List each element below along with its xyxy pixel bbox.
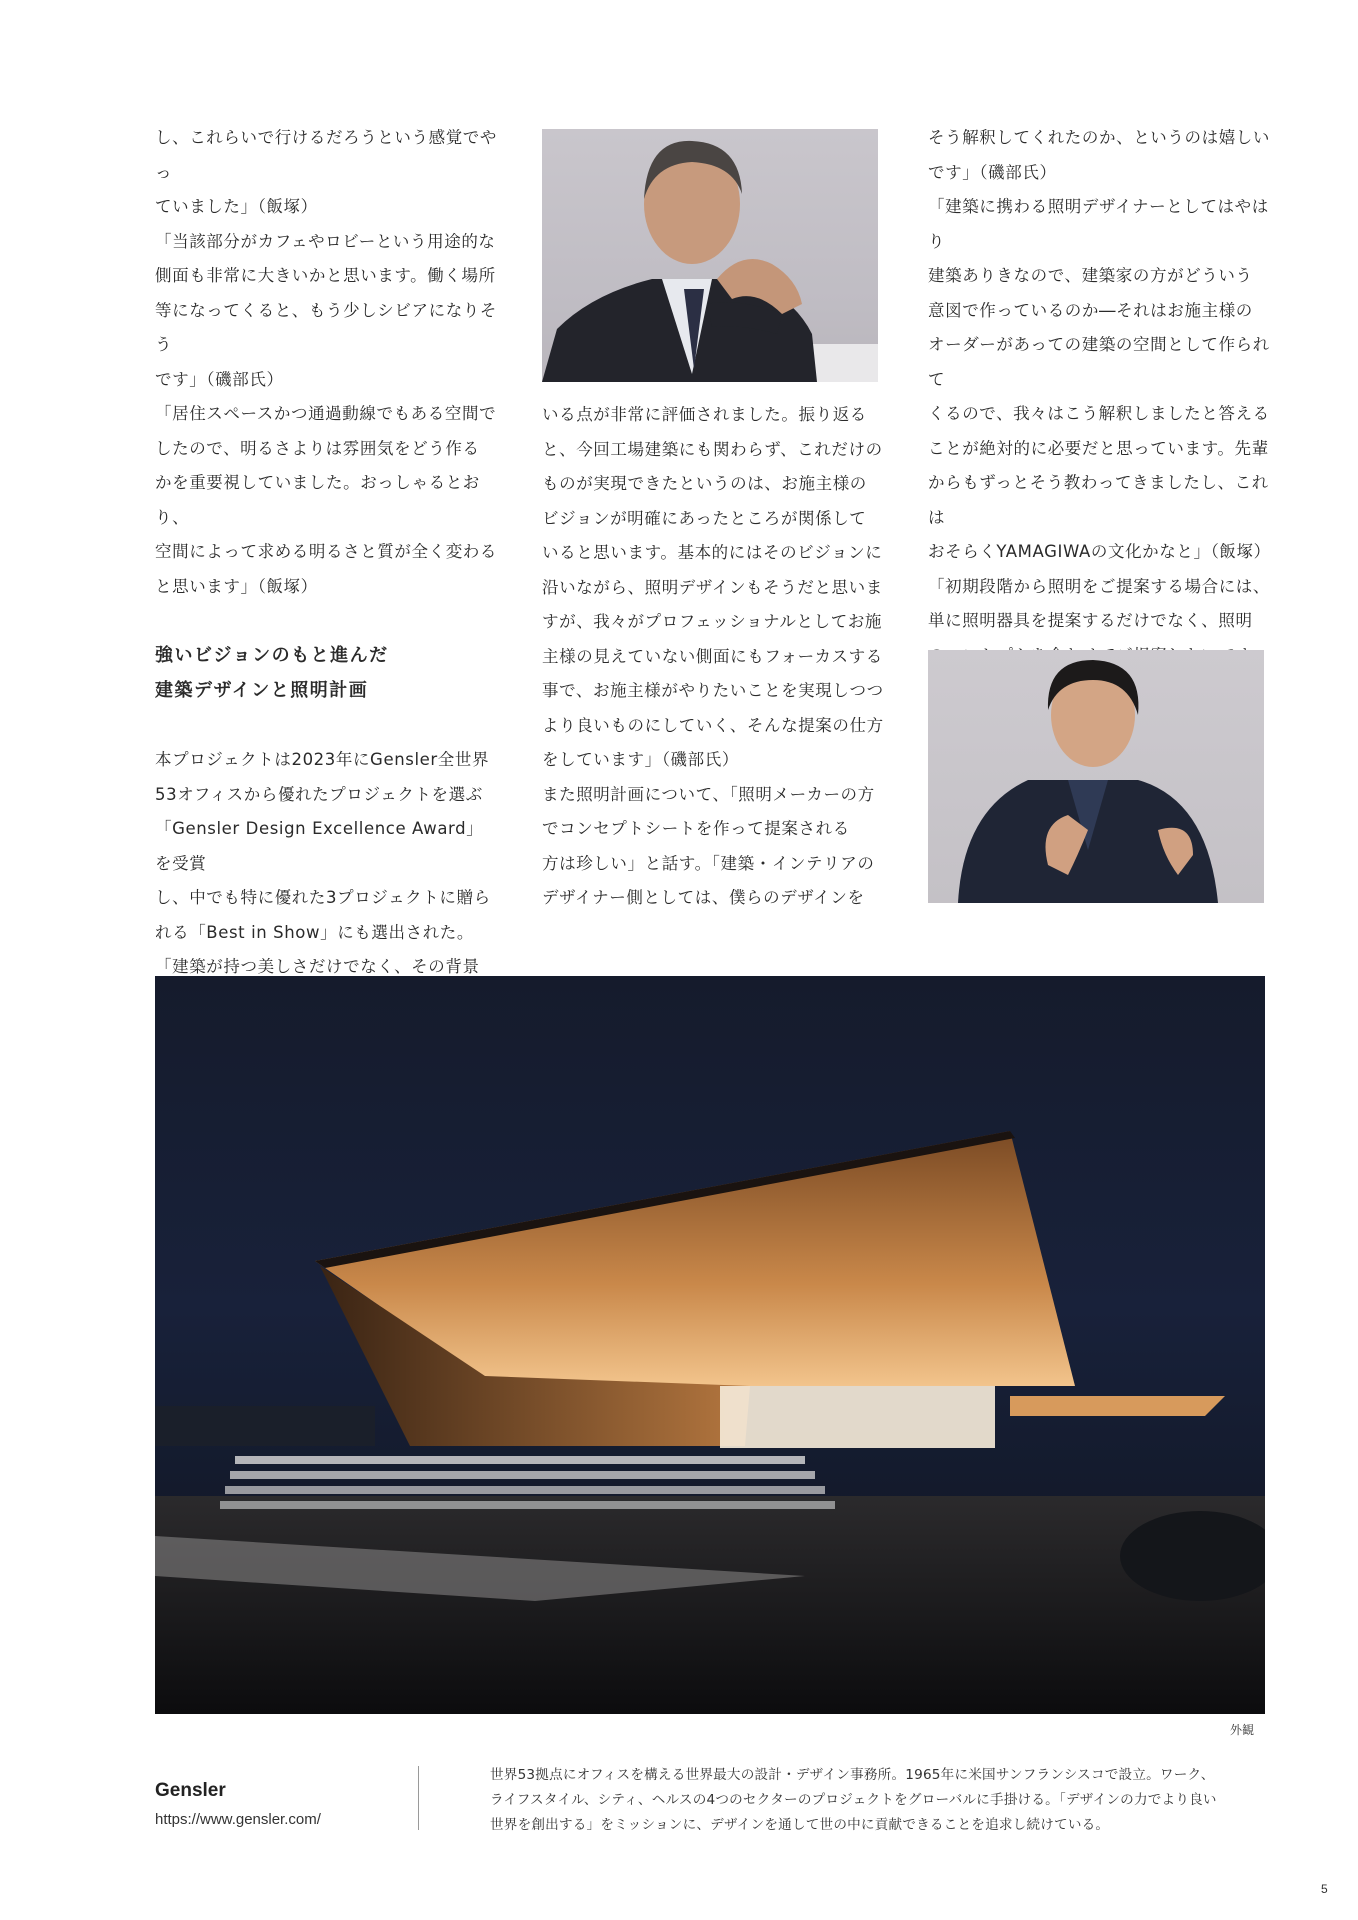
paragraph: 「初期段階から照明をご提案する場合には、 単に照明器具を提案するだけでなく、照明 — [928, 576, 1270, 630]
paragraph: また照明計画について、「照明メーカーの方 でコンセプトシートを作って提案される 方は珍しい」と話す。「建築・インテリアの デザイナー側としては、僕らのデザインを — [542, 784, 875, 907]
page-number: 5 — [1321, 1882, 1328, 1896]
paragraph: 「建築に携わる照明デザイナーとしてはやはり 建築ありきなので、建築家の方がどういう 意図で作っているのか―それはお施主様の オーダーがあっての建築の空間として作られて くるので、我々はこう解釈しましたと答える ことが絶対的に必要だと思っています。先輩 からもずっとそう教わってきましたし、これは おそらくYAMAGIWAの文化かなと」（飯塚） — [928, 197, 1271, 561]
photo-caption: 外観 — [1230, 1723, 1255, 1737]
company-url-link[interactable]: https://www.gensler.com/ — [155, 1811, 321, 1828]
section-heading: 強いビジョンのもと進んだ 建築デザインと照明計画 — [155, 645, 389, 701]
paragraph: 本プロジェクトは2023年にGensler全世界 53オフィスから優れたプロジェクトを選ぶ 「Gensler Design Excellence Award」を受賞 し、中でも特に優れた3プロジェクトに贈ら れる「Best in Show」にも選出された。 — [155, 750, 491, 942]
paragraph: 「居住スペースかつ通過動線でもある空間で したので、明るさよりは雰囲気をどう作る かを重要視していました。おっしゃるとおり、 空間によって求める明るさと質が全く変わる と思います」（飯塚） — [155, 404, 497, 596]
text-column-2 — [542, 398, 887, 916]
text-column-1 — [155, 121, 500, 1054]
company-description: 世界53拠点にオフィスを構える世界最大の設計・デザイン事務所。1965年に米国サンフランシスコで設立。ワーク、 ライフスタイル、シティ、ヘルスの4つのセクターのプロジェクトをグローバルに手掛ける。「デザインの力でより良い 世界を創出する」をミッションに、デザインを通して世の中に貢献できることを追求し続けている。 — [490, 1767, 1217, 1833]
building-exterior-photo — [155, 976, 1265, 1714]
paragraph: 「当該部分がカフェやロビーという用途的な 側面も非常に大きいかと思います。働く場所 等になってくると、もう少しシビアになりそう です」（磯部氏） — [155, 231, 497, 389]
portrait-photo-iizuka — [542, 129, 878, 382]
portrait-photo-chiba — [928, 650, 1264, 903]
vertical-divider — [418, 1766, 419, 1830]
paragraph: そう解釈してくれたのか、というのは嬉しい です」（磯部氏） — [928, 128, 1270, 182]
paragraph: 「建築が持つ美しさだけでなく、その背景 — [155, 957, 480, 976]
paragraph: し、これらいで行けるだろうという感覚でやっ ていました」（飯塚） — [155, 128, 497, 216]
paragraph: いる点が非常に評価されました。振り返る と、今回工場建築にも関わらず、これだけの ものが実現できたというのは、お施主様の ビジョンが明確にあったところが関係して いると思います。基本的にはそのビジョンに 沿いながら、照明デザインもそうだと思いま すが、我々がプロフェッショナルとしてお施 主様の見えていない側面にもフォーカスする 事で、お施主様がやりたいことを実現しつつ より良いものにしていく、そんな提案の仕方 をしています」（磯部氏） — [542, 405, 884, 769]
company-name: Gensler — [155, 1780, 226, 1801]
